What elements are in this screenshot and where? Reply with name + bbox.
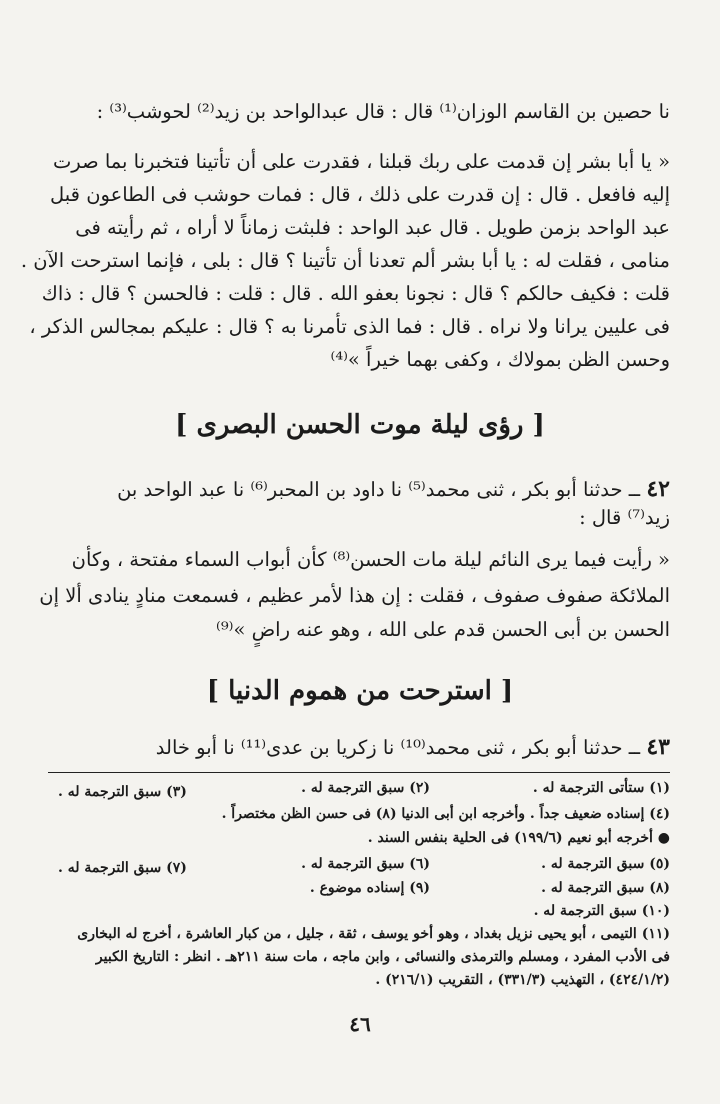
isnad-text: ــ حدثنا أبو بكر ، ثنى محمد⁽⁵⁾ نا داود بن المحبر⁽⁶⁾ نا عبد الواحد بن <box>117 478 641 501</box>
footnote: (٣) سبق الترجمة له . <box>58 784 187 800</box>
narration-42 <box>48 476 670 502</box>
footnote: فى الأدب المفرد ، ومسلم والترمذى والنسائى ، وابن ماجه ، مات سنة ٢١١هـ . انظر : التاريخ الكبير <box>95 949 670 965</box>
text-line: عبد الواحد بزمن طويل . قال عبد الواحد : فلبثت زماناً لا أراه ، ثم رأيته فى <box>75 216 670 239</box>
item-number: ٤٣ <box>646 734 670 760</box>
text-line: الملائكة صفوف صفوف ، فقلت : إن هذا لأمر عظيم ، فسمعت منادٍ ينادى ألا إن <box>39 584 670 607</box>
footnote: (٤) إسناده ضعيف جداً . وأخرجه ابن أبى الدنيا (٨) فى حسن الظن مختصراً . <box>221 806 670 822</box>
isnad-line: نا حصين بن القاسم الوزان⁽¹⁾ قال : قال عبدالواحد بن زيد⁽²⁾ لحوشب⁽³⁾ : <box>96 100 670 123</box>
page-number: ٤٦ <box>349 1012 371 1036</box>
footnote: (٧) سبق الترجمة له . <box>58 860 187 876</box>
text-line: قلت : فكيف حالكم ؟ قال : نجونا بعفو الله . قال : قلت : فالحسن ؟ قال : ذاك <box>41 282 670 305</box>
footnote: (٥) سبق الترجمة له . <box>541 856 670 872</box>
text-line: وحسن الظن بمولاك ، وكفى بهما خيراً »⁽⁴⁾ <box>330 348 670 371</box>
footnote: (١) ستأتى الترجمة له . <box>532 780 670 796</box>
text-line: « رأيت فيما يرى النائم ليلة مات الحسن⁽⁸⁾ كأن أبواب السماء مفتحة ، وكأن <box>71 548 670 571</box>
text-line: زيد⁽⁷⁾ قال : <box>579 506 670 529</box>
section-heading: [ رؤى ليلة موت الحسن البصرى ] <box>175 410 545 440</box>
narration-43 <box>48 734 670 760</box>
text-line: إليه فافعل . قال : إن قدرت على ذلك ، قال : فمات حوشب فى الطاعون قبل <box>50 183 670 206</box>
isnad-text: ــ حدثنا أبو بكر ، ثنى محمد⁽¹⁰⁾ نا زكريا بن عدى⁽¹¹⁾ نا أبو خالد <box>155 736 641 759</box>
text-line: الحسن بن أبى الحسن قدم على الله ، وهو عنه راضٍ »⁽⁹⁾ <box>216 618 670 641</box>
item-number: ٤٢ <box>646 476 670 502</box>
text-line: منامى ، فقلت له : يا أبا بشر ألم تعدنا أن تأتينا ؟ قال : بلى ، فإنما استرحت الآن . <box>20 249 670 272</box>
footnote: (٤٢٤/١/٢) ، التهذيب (٣٣١/٣) ، التقريب (٢١٦/١) . <box>375 972 670 988</box>
footnote: (٨) سبق الترجمة له . <box>541 880 670 896</box>
footnote: (٢) سبق الترجمة له . <box>301 780 430 796</box>
footnote: (٦) سبق الترجمة له . <box>301 856 430 872</box>
footnote: (٩) إسناده موضوع . <box>309 880 430 896</box>
text-line: « يا أبا بشر إن قدمت على ربك قبلنا ، فقدرت على أن تأتينا فتخبرنا بما صرت <box>52 150 670 173</box>
footnote: (١١) التيمى ، أبو يحيى نزيل بغداد ، وهو أخو يوسف ، ثقة ، جليل ، من كبار العاشرة ، أخرج له البخارى <box>77 926 670 942</box>
footnote: ● أخرجه أبو نعيم (١٩٩/٦) فى الحلية بنفس السند . <box>367 830 670 846</box>
section-heading: [ استرحت من هموم الدنيا ] <box>206 676 514 706</box>
text-line: فى عليين يرانا ولا نراه . قال : فما الذى تأمرنا به ؟ قال : عليكم بمجالس الذكر ، <box>29 315 670 338</box>
footnote: (١٠) سبق الترجمة له . <box>533 903 670 919</box>
footnote-divider <box>48 772 670 773</box>
